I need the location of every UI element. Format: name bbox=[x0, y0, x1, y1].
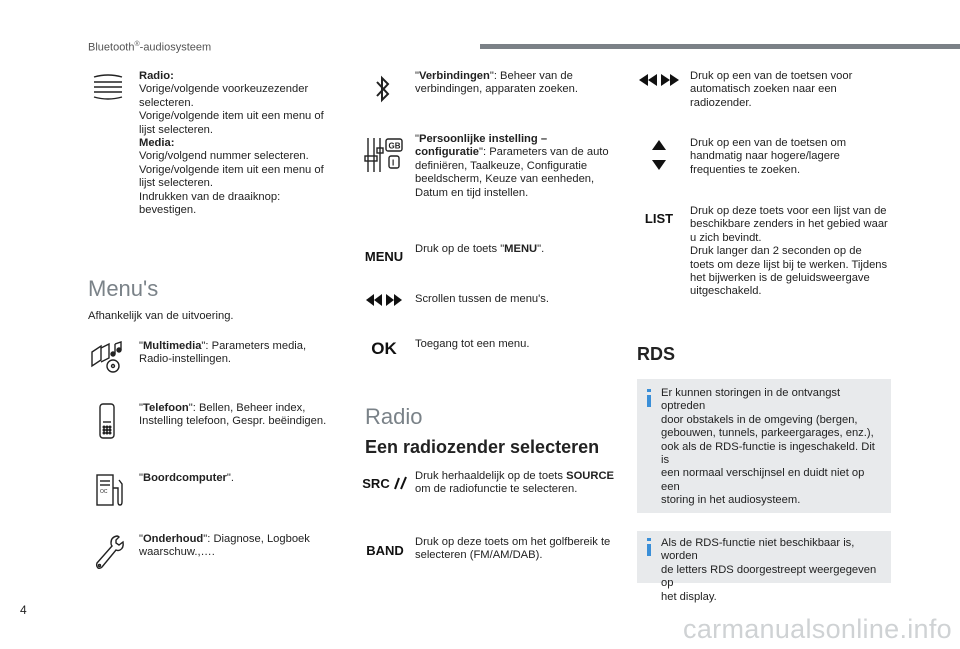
svg-text:I: I bbox=[392, 158, 395, 168]
trip-computer-icon bbox=[92, 472, 126, 508]
source-button-label: SRC bbox=[362, 475, 390, 491]
multimedia-description: "Multimedia": Parameters media, Radio-instellingen. bbox=[139, 340, 307, 366]
menus-heading: Menu's bbox=[88, 276, 159, 301]
persoonlijk-description: "Persoonlijke instelling – configuratie": Parameters van de auto definiëren, Taalkeuze, Configuratie beeldscherm, Keuze van eenheden, Datum en tijd instellen. bbox=[415, 133, 609, 199]
scroll-description: Scrollen tussen de menu's. bbox=[415, 293, 549, 305]
dial-icon bbox=[90, 72, 126, 102]
menu-description: Druk op de toets "MENU". bbox=[415, 243, 545, 255]
info-icon-bar bbox=[647, 395, 651, 407]
svg-text:GB: GB bbox=[388, 141, 401, 151]
band-description: Druk op deze toets om het golfbereik te selecteren (FM/AM/DAB). bbox=[415, 536, 611, 562]
menus-intro: Afhankelijk van de uitvoering. bbox=[88, 310, 234, 322]
radio-heading: Radio bbox=[365, 404, 423, 429]
info-note-interference: Er kunnen storingen in de ontvangst optreden door obstakels in de omgeving (bergen, gebouwen, tunnels, parkeergarages, enz.), ook als de RDS-functie is ingeschakeld. Dit is een normaal verschijnsel en duidt niet op een storing in het audiosysteem. bbox=[637, 379, 891, 513]
bluetooth-icon bbox=[372, 72, 394, 106]
boordcomputer-description: "Boordcomputer". bbox=[139, 472, 234, 484]
source-description: Druk herhaaldelijk op de toets SOURCE om de radiofunctie te selecteren. bbox=[415, 470, 614, 496]
multimedia-icon bbox=[88, 340, 126, 374]
info-note-rds-unavailable: Als de RDS-functie niet beschikbaar is, worden de letters RDS doorgestreept weergegeven op het display. bbox=[637, 531, 891, 583]
phone-icon bbox=[96, 402, 118, 440]
list-description: Druk op deze toets voor een lijst van de beschikbare zenders in het gebied waar u zich bevindt. Druk langer dan 2 seconden op de toets om deze lijst bij te werken. Tijdens het bijwerken is de geluidsweergave uitgeschakeld. bbox=[690, 205, 888, 298]
telefoon-description: "Telefoon": Bellen, Beheer index, Instelling telefoon, Gespr. beëindigen. bbox=[139, 402, 327, 428]
header-rule bbox=[480, 44, 960, 49]
running-header: Bluetooth®-audiosysteem bbox=[88, 41, 212, 54]
up-down-arrows-icon bbox=[650, 138, 668, 172]
ok-button-icon: OK bbox=[371, 339, 397, 358]
seek-arrows-icon bbox=[637, 72, 681, 88]
band-button-icon: BAND bbox=[366, 542, 404, 558]
source-button-icon bbox=[362, 474, 408, 492]
watermark: carmanualsonline.info bbox=[683, 614, 952, 644]
list-button-icon: LIST bbox=[644, 210, 674, 226]
verbindingen-description: "Verbindingen": Beheer van de verbindingen, apparaten zoeken. bbox=[415, 70, 578, 96]
info-icon-bar bbox=[647, 544, 651, 556]
seek-description: Druk op een van de toetsen voor automatisch zoeken naar een radiozender. bbox=[690, 70, 853, 109]
page-number: 4 bbox=[20, 603, 27, 617]
ok-description: Toegang tot een menu. bbox=[415, 338, 530, 350]
info-icon bbox=[647, 538, 651, 541]
wrench-icon bbox=[90, 533, 126, 571]
settings-language-icon bbox=[364, 136, 404, 174]
onderhoud-description: "Onderhoud": Diagnose, Logboek waarschuw.,…. bbox=[139, 533, 310, 559]
select-station-heading: Een radiozender selecteren bbox=[365, 437, 600, 457]
rds-heading: RDS bbox=[637, 344, 676, 364]
menu-button-icon: MENU bbox=[364, 248, 404, 264]
manual-tune-description: Druk op een van de toetsen om handmatig naar hogere/lagere frequenties te zoeken. bbox=[690, 137, 847, 176]
info-icon bbox=[647, 389, 651, 392]
svg-text:OC: OC bbox=[100, 489, 108, 495]
scroll-arrows-icon bbox=[364, 292, 404, 308]
dial-description: Radio: Vorige/volgende voorkeuzezender selecteren. Vorige/volgende item uit een menu of lijst selecteren. Media: Vorig/volgend nummer selecteren. Vorige/volgende item uit een menu of lijst selecteren. Indrukken van de draaiknop: bevestigen. bbox=[139, 70, 324, 217]
